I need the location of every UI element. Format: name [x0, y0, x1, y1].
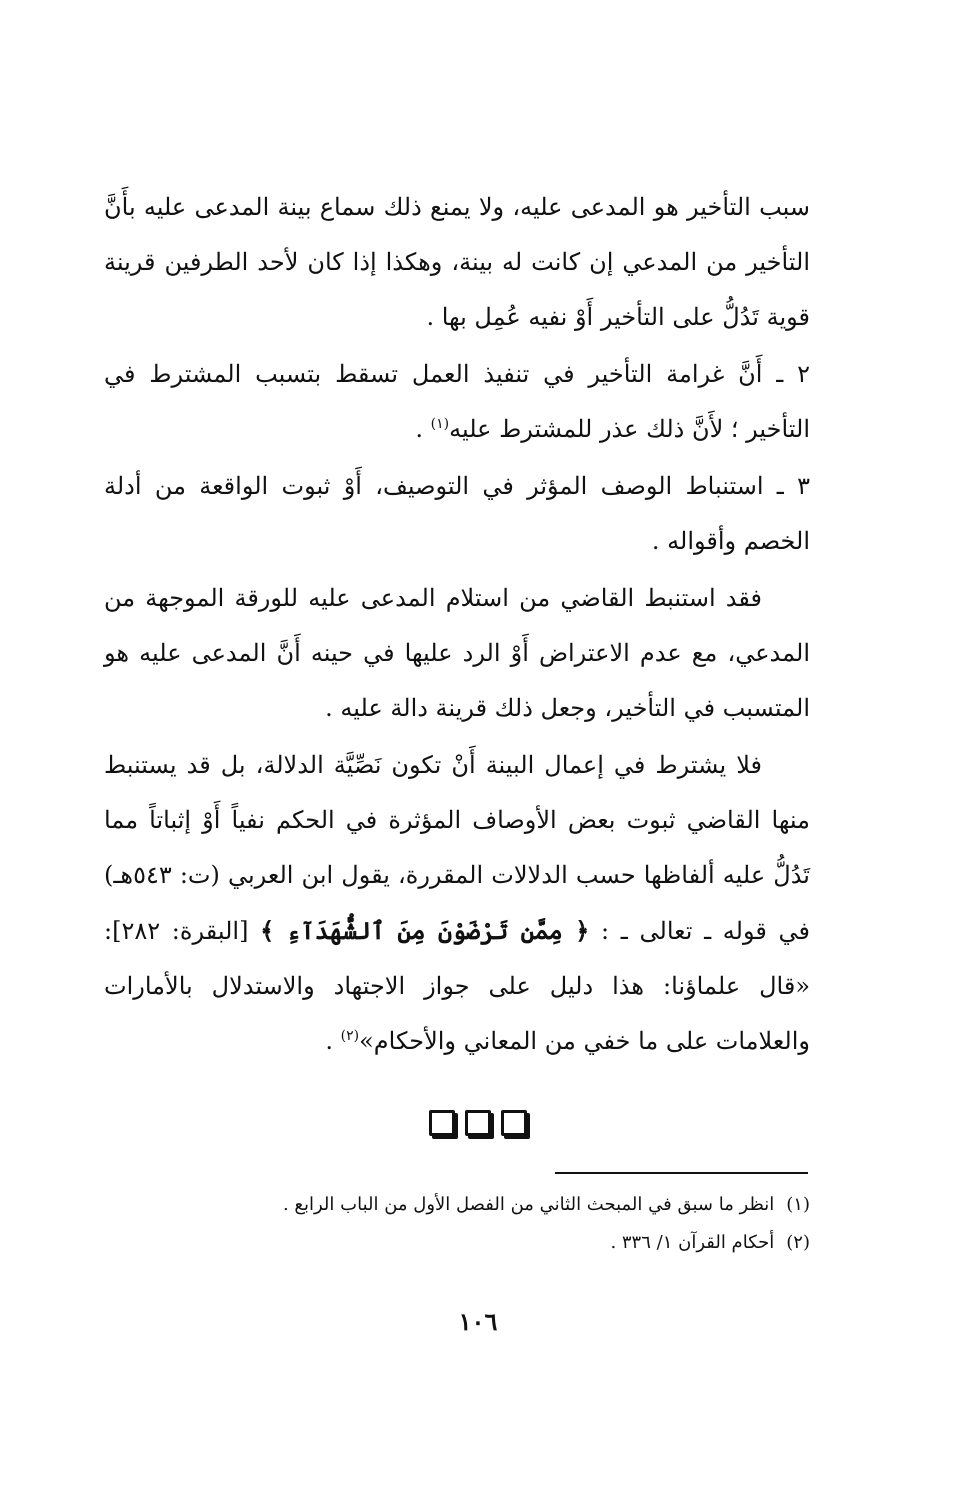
- section-separator: [0, 1110, 956, 1136]
- paragraph-5-end: .: [325, 1027, 341, 1055]
- separator-square-icon: [465, 1110, 491, 1136]
- paragraph-5: [104, 738, 810, 1069]
- paragraph-1: [104, 180, 810, 345]
- footnote-ref-1[interactable]: (١): [430, 416, 450, 432]
- footnote-1: [104, 1186, 810, 1224]
- paragraph-4-text: فقد استنبط القاضي من استلام المدعى عليه للورقة الموجهة من المدعي، مع عدم الاعتراض أَوْ الرد عليها في حينه أَنَّ المدعى عليه هو المتسبب في التأخير، وجعل ذلك قرينة دالة عليه .: [104, 584, 810, 722]
- paragraph-5-text-b: [البقرة: ٢٨٢]: «قال علماؤنا: هذا دليل على جواز الاجتهاد والاستدلال بالأمارات والعلامات على ما خفي من المعاني والأحكام»: [104, 917, 810, 1055]
- separator-square-icon: [501, 1110, 527, 1136]
- paragraph-3-text: ٣ ـ استنباط الوصف المؤثر في التوصيف، أَوْ ثبوت الواقعة من أدلة الخصم وأقواله .: [104, 472, 811, 555]
- footnote-2-text: أحكام القرآن ١/ ٣٣٦ .: [610, 1232, 775, 1253]
- main-text: [104, 180, 810, 1071]
- paragraph-1-text: سبب التأخير هو المدعى عليه، ولا يمنع ذلك سماع بينة المدعى عليه بأَنَّ التأخير من المدعي إن كانت له بينة، وهكذا إذا كان لأحد الطرفين قرينة قوية تَدُلُّ على التأخير أَوْ نفيه عُمِل بها .: [104, 193, 810, 331]
- quran-verse: ﴿ مِمَّن تَرْضَوْنَ مِنَ ٱلشُّهَدَآءِ ﴾: [260, 916, 590, 945]
- page-number: ١٠٦: [458, 1307, 498, 1336]
- footnote-1-text: انظر ما سبق في المبحث الثاني من الفصل الأول من الباب الرابع .: [282, 1194, 775, 1215]
- footnotes: [104, 1186, 810, 1262]
- paragraph-3: [104, 459, 810, 569]
- paragraph-2-end: .: [415, 415, 431, 443]
- paragraph-4: [104, 571, 810, 736]
- paragraph-5-text-a: فلا يشترط في إعمال البينة أَنْ تكون نَصِّيَّة الدلالة، بل قد يستنبط منها القاضي ثبوت بعض الأوصاف المؤثرة في الحكم نفياً أَوْ إثباتاً مما تَدُلُّ عليه ألفاظها حسب الدلالات المقررة، يقول ابن العربي (ت: ٥٤٣هـ) في قوله ـ تعالى ـ :: [104, 751, 810, 945]
- separator-square-icon: [429, 1110, 455, 1136]
- footnote-2: [104, 1224, 810, 1262]
- footnote-ref-2[interactable]: (٢): [340, 1028, 360, 1044]
- paragraph-2-text: ٢ ـ أَنَّ غرامة التأخير في تنفيذ العمل تسقط بتسبب المشترط في التأخير ؛ لأَنَّ ذلك عذر للمشترط عليه: [104, 360, 810, 443]
- footnote-2-number: (٢): [786, 1232, 810, 1253]
- footnote-divider: [555, 1172, 808, 1174]
- footnote-1-number: (١): [786, 1194, 810, 1215]
- paragraph-2: [104, 347, 810, 457]
